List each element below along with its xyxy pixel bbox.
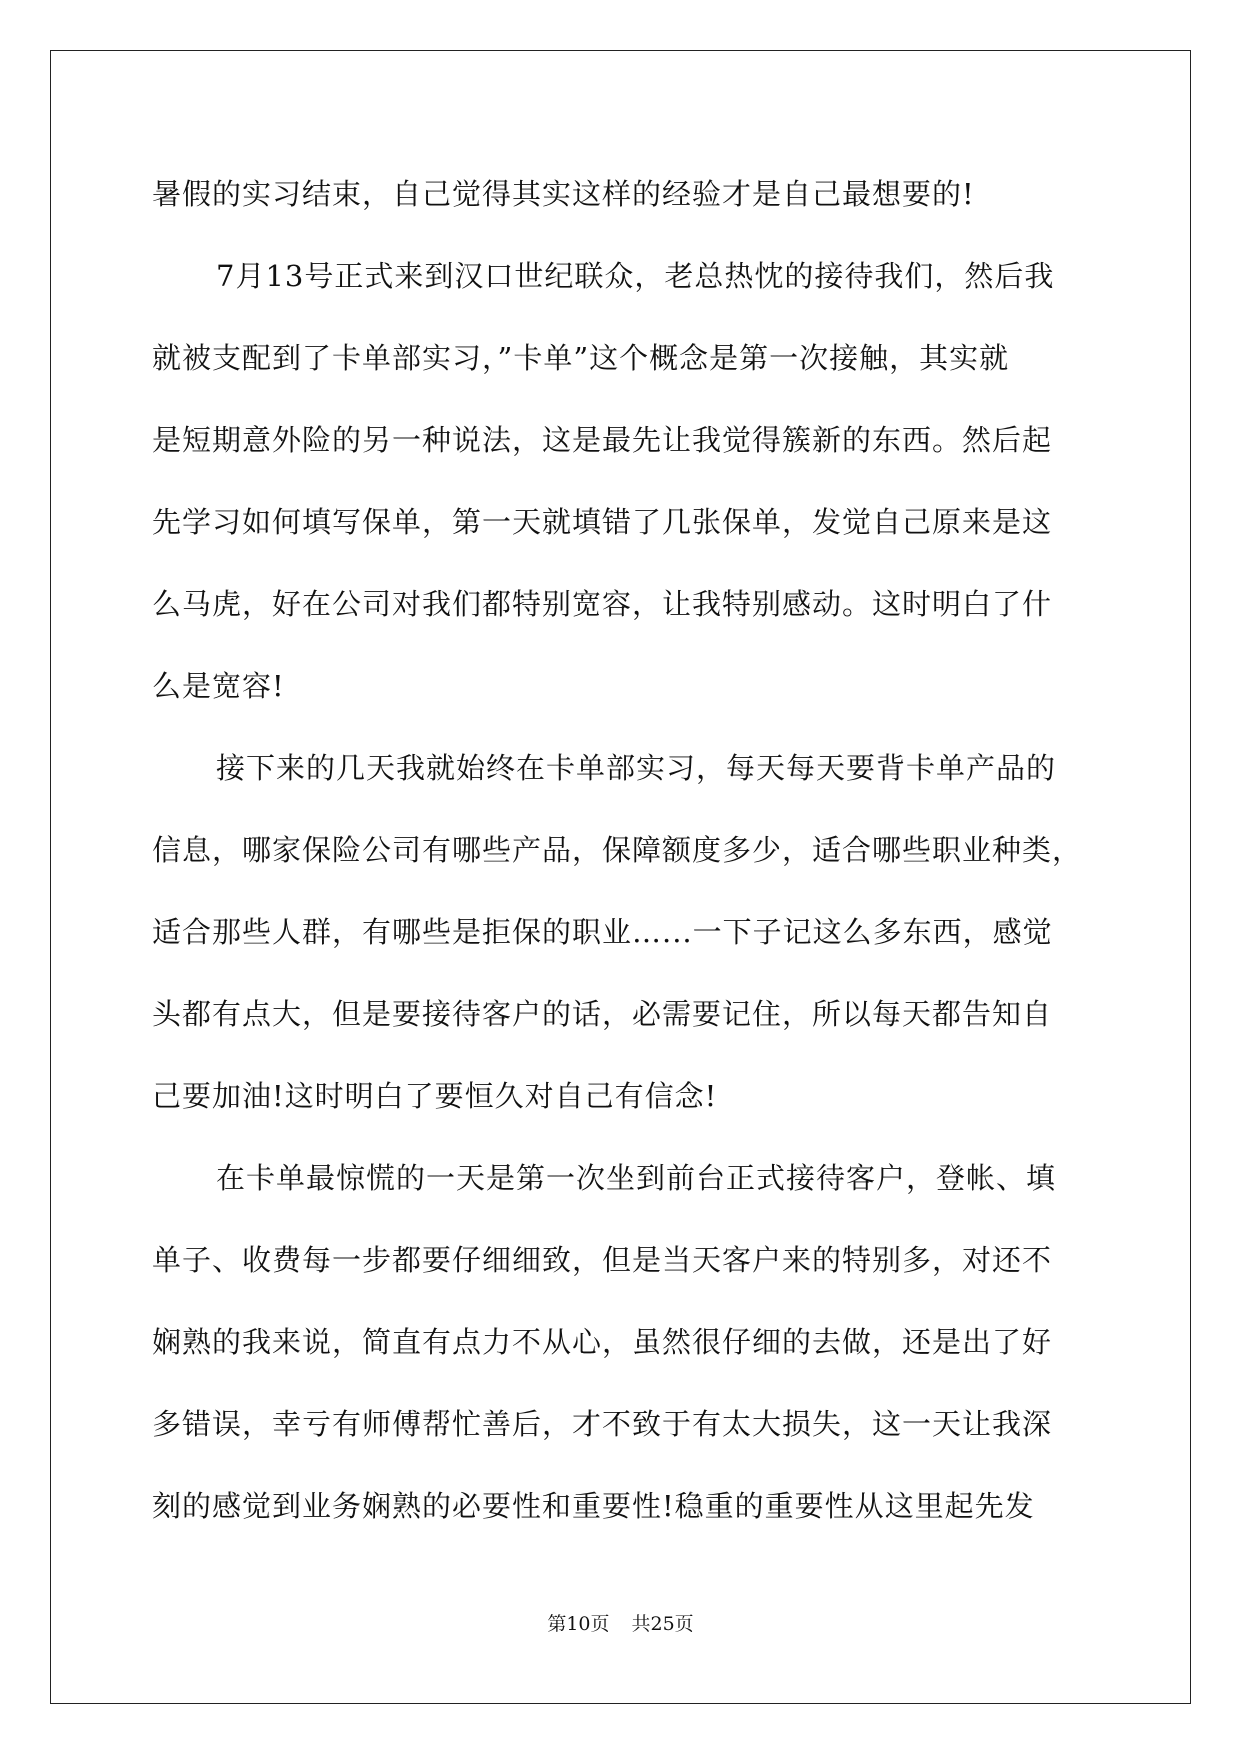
text-line: 先学习如何填写保单，第一天就填错了几张保单，发觉自己原来是这: [152, 505, 1053, 539]
text-line: 适合那些人群，有哪些是拒保的职业…...一下子记这么多东西，感觉: [152, 915, 1053, 949]
document-body: [152, 165, 1092, 1559]
page-total: 共25页: [631, 1613, 694, 1635]
text-line: 在卡单最惊慌的一天是第一次坐到前台正式接待客户，登帐、填: [216, 1161, 1057, 1195]
text-line: 己要加油!这时明白了要恒久对自己有信念!: [152, 1079, 718, 1113]
text-line: 就被支配到了卡单部实习，”卡单”这个概念是第一次接触，其实就: [152, 341, 1010, 375]
text-line: 暑假的实习结束，自己觉得其实这样的经验才是自己最想要的!: [152, 177, 975, 211]
text-line: 多错误，幸亏有师傅帮忙善后，才不致于有太大损失，这一天让我深: [152, 1407, 1053, 1441]
text-line: 娴熟的我来说，简直有点力不从心，虽然很仔细的去做，还是出了好: [152, 1325, 1053, 1359]
text-line: 么马虎，好在公司对我们都特别宽容，让我特别感动。这时明白了什: [152, 587, 1053, 621]
text-line: 信息，哪家保险公司有哪些产品，保障额度多少，适合哪些职业种类，: [152, 833, 1083, 867]
page-number: 第10页: [547, 1613, 610, 1635]
text-line: 么是宽容!: [152, 669, 285, 703]
text-line: 是短期意外险的另一种说法，这是最先让我觉得簇新的东西。然后起: [152, 423, 1053, 457]
text-line: 刻的感觉到业务娴熟的必要性和重要性!稳重的重要性从这里起先发: [152, 1489, 1035, 1523]
text-line: 头都有点大，但是要接待客户的话，必需要记住，所以每天都告知自: [152, 997, 1053, 1031]
text-line: 单子、收费每一步都要仔细细致，但是当天客户来的特别多，对还不: [152, 1243, 1053, 1277]
text-line: 7月13号正式来到汉口世纪联众，老总热忱的接待我们，然后我: [216, 259, 1055, 293]
page-footer: [0, 1612, 1241, 1636]
text-line: 接下来的几天我就始终在卡单部实习，每天每天要背卡单产品的: [216, 751, 1057, 785]
